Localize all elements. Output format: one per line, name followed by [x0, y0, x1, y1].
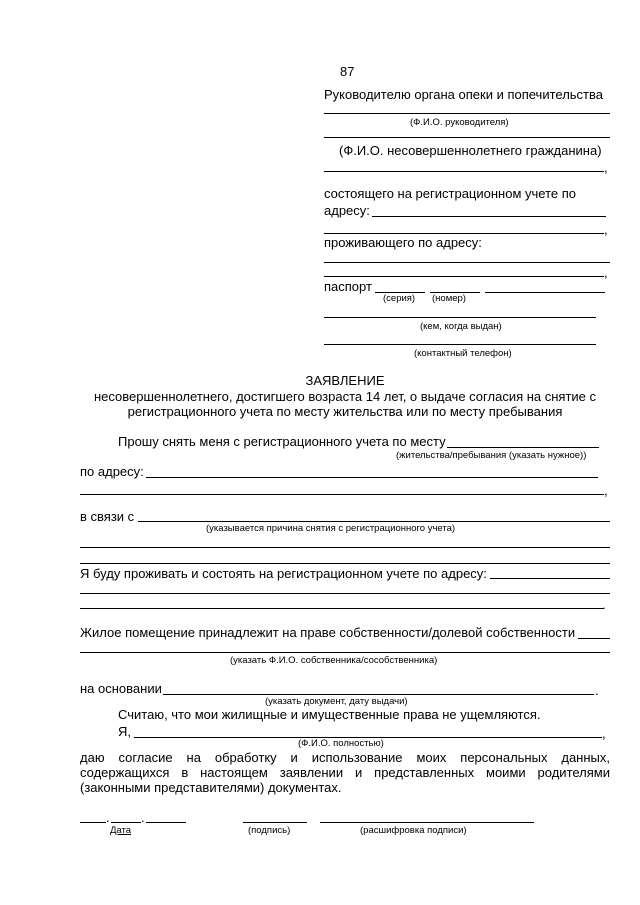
date-year-field[interactable]	[146, 822, 186, 823]
place-type-field[interactable]	[447, 447, 599, 448]
registration-address-field-2[interactable]	[324, 233, 604, 234]
fio-hint: (Ф.И.О. полностью)	[298, 738, 384, 749]
living-address-field[interactable]	[324, 262, 610, 263]
basis-hint: (указать документ, дату выдачи)	[265, 696, 408, 707]
i-label: Я,	[118, 724, 131, 739]
registered-at-label: состоящего на регистрационном учете по	[324, 186, 576, 201]
document-title: ЗАЯВЛЕНИЕ	[305, 373, 385, 388]
head-fio-hint: (Ф.И.О. руководителя)	[410, 117, 509, 128]
living-address-field-2[interactable]	[324, 276, 604, 277]
document-subtitle-1: несовершеннолетнего, достигшего возраста 14 лет, о выдаче согласия на снятие с	[93, 389, 597, 404]
ownership-text: Жилое помещение принадлежит на праве собственности/долевой собственности	[80, 625, 576, 640]
date-day-field[interactable]	[80, 822, 106, 823]
phone-field[interactable]	[324, 344, 596, 345]
reason-field-2[interactable]	[80, 547, 610, 548]
reason-field[interactable]	[138, 521, 610, 522]
ownership-field[interactable]	[578, 638, 610, 639]
issued-hint: (кем, когда выдан)	[420, 321, 502, 332]
signature-decode-field[interactable]	[320, 822, 534, 823]
rights-text: Считаю, что мои жилищные и имущественные права не ущемляются.	[118, 707, 541, 722]
reason-label: в связи с	[80, 509, 135, 524]
new-address-field-3[interactable]	[80, 608, 604, 609]
comma: ,	[604, 222, 608, 237]
number-hint: (номер)	[432, 293, 466, 304]
passport-issued-field[interactable]	[324, 317, 596, 318]
living-at-label: проживающего по адресу:	[324, 235, 482, 250]
basis-field[interactable]	[163, 694, 594, 695]
phone-hint: (контактный телефон)	[414, 348, 512, 359]
period: .	[602, 597, 606, 612]
comma: ,	[604, 160, 608, 175]
series-hint: (серия)	[383, 293, 416, 304]
head-fio-field[interactable]	[324, 113, 610, 114]
date-separator: .	[141, 810, 145, 825]
date-hint: Дата	[110, 825, 132, 836]
deregister-address-field-2[interactable]	[80, 494, 604, 495]
registration-address-field[interactable]	[372, 216, 606, 217]
date-separator: .	[106, 810, 110, 825]
recipient-line: Руководителю органа опеки и попечительства	[324, 87, 603, 102]
period: .	[595, 683, 599, 698]
new-address-field-2[interactable]	[80, 593, 610, 594]
decode-hint: (расшифровка подписи)	[360, 825, 467, 836]
will-live-text: Я буду проживать и состоять на регистрационном учете по адресу:	[80, 566, 487, 581]
new-address-field[interactable]	[490, 578, 610, 579]
reason-hint: (указывается причина снятия с регистрационного учета)	[206, 523, 456, 534]
owner-hint: (указать Ф.И.О. собственника/сособственника)	[230, 655, 438, 666]
passport-label: паспорт	[324, 279, 372, 294]
comma: ,	[602, 726, 606, 741]
address-label: адресу:	[324, 203, 370, 218]
document-subtitle-2: регистрационного учета по месту жительства или по месту пребывания	[127, 404, 563, 419]
consent-line-1: даю согласие на обработку и использование моих персональных данных,	[80, 750, 610, 765]
place-hint: (жительства/пребывания (указать нужное))	[396, 450, 587, 461]
reason-field-3[interactable]	[80, 563, 610, 564]
date-month-field[interactable]	[111, 822, 141, 823]
by-address-label: по адресу:	[80, 464, 144, 479]
page-number: 87	[340, 64, 355, 79]
signature-field[interactable]	[243, 822, 307, 823]
consent-line-3: (законными представителями) документах.	[80, 780, 342, 795]
consent-line-2: содержащихся в настоящем заявлении и представленных моими родителями	[80, 765, 610, 780]
request-text: Прошу снять меня с регистрационного учета по месту	[118, 434, 446, 449]
head-fio-field-2[interactable]	[324, 137, 610, 138]
signature-hint: (подпись)	[248, 825, 291, 836]
passport-extra-field[interactable]	[485, 292, 605, 293]
minor-fio-label: (Ф.И.О. несовершеннолетнего гражданина)	[339, 143, 602, 158]
comma: ,	[604, 483, 608, 498]
owner-fio-field[interactable]	[80, 652, 610, 653]
comma: ,	[604, 265, 608, 280]
minor-fio-field[interactable]	[324, 171, 604, 172]
basis-label: на основании	[80, 681, 162, 696]
deregister-address-field[interactable]	[146, 477, 598, 478]
